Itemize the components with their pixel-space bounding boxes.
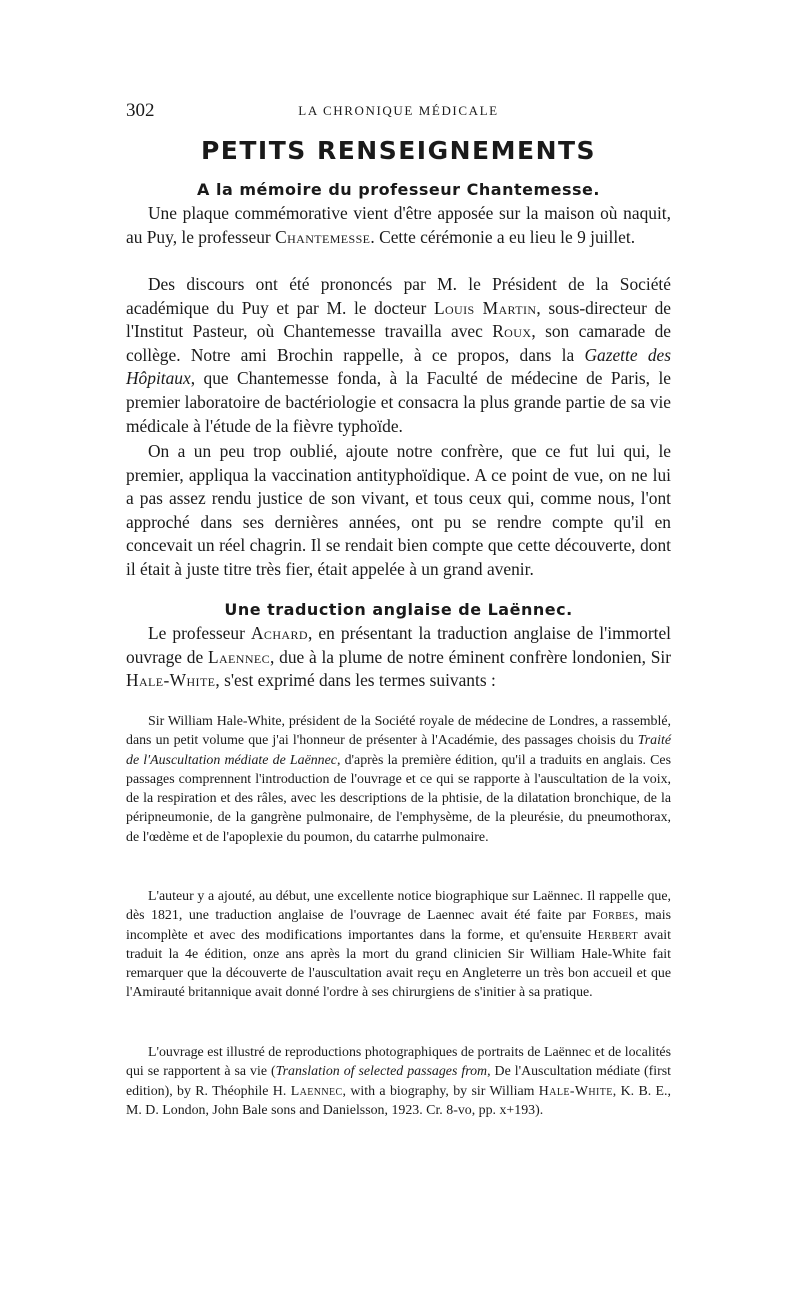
paragraph-achard: Le professeur Achard, en présentant la traduction anglaise de l'immortel ouvrage de Laennec, due à la plume de notre éminent confrère londonien, Sir Hale-White, s'est exprimé dans les termes suivants : bbox=[126, 623, 672, 691]
person-name: Chantemesse bbox=[275, 226, 371, 247]
person-name: Herbert bbox=[587, 927, 639, 943]
person-name: Hale-White bbox=[126, 670, 216, 691]
paragraph-vaccination: On a un peu trop oublié, ajoute notre confrère, que ce fut lui qui, le premier, appliqua la vaccination antityphoïdique. A ce point de vue, on ne lui a pas assez rendu justice de son vivant, et tous ceux qui, comme nous, l'ont approché dans ses dernières années, ont pu se rendre compte qu'il en concevait un réel chagrin. Il se rendait bien compte que cette découverte, dont il était à juste titre très fier, était appelée à un grand avenir. bbox=[126, 441, 671, 579]
paragraph-discours: Des discours ont été prononcés par M. le Président de la Société académique du Puy et par M. le docteur Louis Martin, sous-directeur de l'Institut Pasteur, où Chantemesse travailla avec Roux, son camarade de collège. Notre ami Brochin rappelle, à ce propos, dans la Gazette des Hôpitaux, que Chantemesse fonda, à la Faculté de médecine de Paris, le premier laboratoire de bactériologie et consacra la plus grande partie de sa vie médicale à l'étude de la fièvre typhoïde. bbox=[126, 274, 671, 436]
running-head bbox=[126, 100, 671, 126]
person-name: Roux bbox=[492, 321, 532, 342]
person-name: Hale-White bbox=[538, 1083, 613, 1099]
quote-paragraph-2: L'auteur y a ajouté, au début, une excellente notice biographique sur Laënnec. Il rappelle que, dès 1821, une traduction anglaise de l'ouvrage de Laennec avait été faite par Forbes, mais incomplète et avec des modifications importantes dans la forme, et qu'ensuite Herbert avait traduit la 4e édition, onze ans après la mort du grand clinicien Sir William Hale-White fait remarquer que la découverte de l'auscultation avait reçu en Angleterre un très bon accueil et que l'Amirauté britannique avait donné l'ordre à ses chirurgiens de s'initier à sa pratique. bbox=[126, 889, 671, 1001]
journal-name: Gazette des Hôpitaux bbox=[126, 344, 671, 389]
page-number: 302 bbox=[126, 100, 155, 121]
journal-title: LA CHRONIQUE MÉDICALE bbox=[298, 103, 499, 118]
person-name: Laennec bbox=[207, 646, 271, 667]
person-name: Louis Martin bbox=[433, 297, 537, 318]
quote-paragraph-1: Sir William Hale-White, président de la Société royale de médecine de Londres, a rassemblé, dans un petit volume que j'ai l'honneur de présenter à l'Académie, des passages choisis du Traité de l'Auscultation médiate de Laënnec, d'après la première édition, qu'il a traduits en anglais. Ces passages comprennent l'introduction de l'ouvrage et ce qui se rapporte à l'auscultation de la voix, de la respiration et des râles, avec les descriptions de la phtisie, de la dilatation bronchique, de la péripneumonie, de la gangrène pulmonaire, de l'emphysème, de la pleurésie, du pneumothorax, de l'œdème et de l'apoplexie du poumon, du catarrhe pulmonaire. bbox=[126, 714, 671, 845]
main-title: PETITS RENSEIGNEMENTS bbox=[200, 136, 597, 165]
book-title: Translation of selected passages from bbox=[275, 1064, 488, 1080]
paragraph-plaque: Une plaque commémorative vient d'être apposée sur la maison où naquit, au Puy, le professeur Chantemesse. Cette cérémonie a eu lieu le 9 juillet. bbox=[126, 203, 671, 247]
section-heading-chantemesse: A la mémoire du professeur Chantemesse. bbox=[197, 180, 600, 199]
quote-paragraph-3: L'ouvrage est illustré de reproductions photographiques de portraits de Laënnec et de localités qui se rapportent à sa vie (Translation of selected passages from, De l'Auscultation médiate (first edition), by R. Théophile H. Laennec, with a biography, by sir William Hale-White, K. B. E., M. D. London, John Bale sons and Danielsson, 1923. Cr. 8-vo, pp. x+193). bbox=[126, 1045, 671, 1118]
person-name: Laennec bbox=[290, 1083, 343, 1099]
person-name: Achard bbox=[250, 623, 308, 643]
person-name: Forbes bbox=[592, 908, 635, 924]
section-heading-laennec: Une traduction anglaise de Laënnec. bbox=[224, 600, 573, 619]
book-title: Traité de l'Auscultation médiate de Laënnec bbox=[126, 733, 671, 768]
